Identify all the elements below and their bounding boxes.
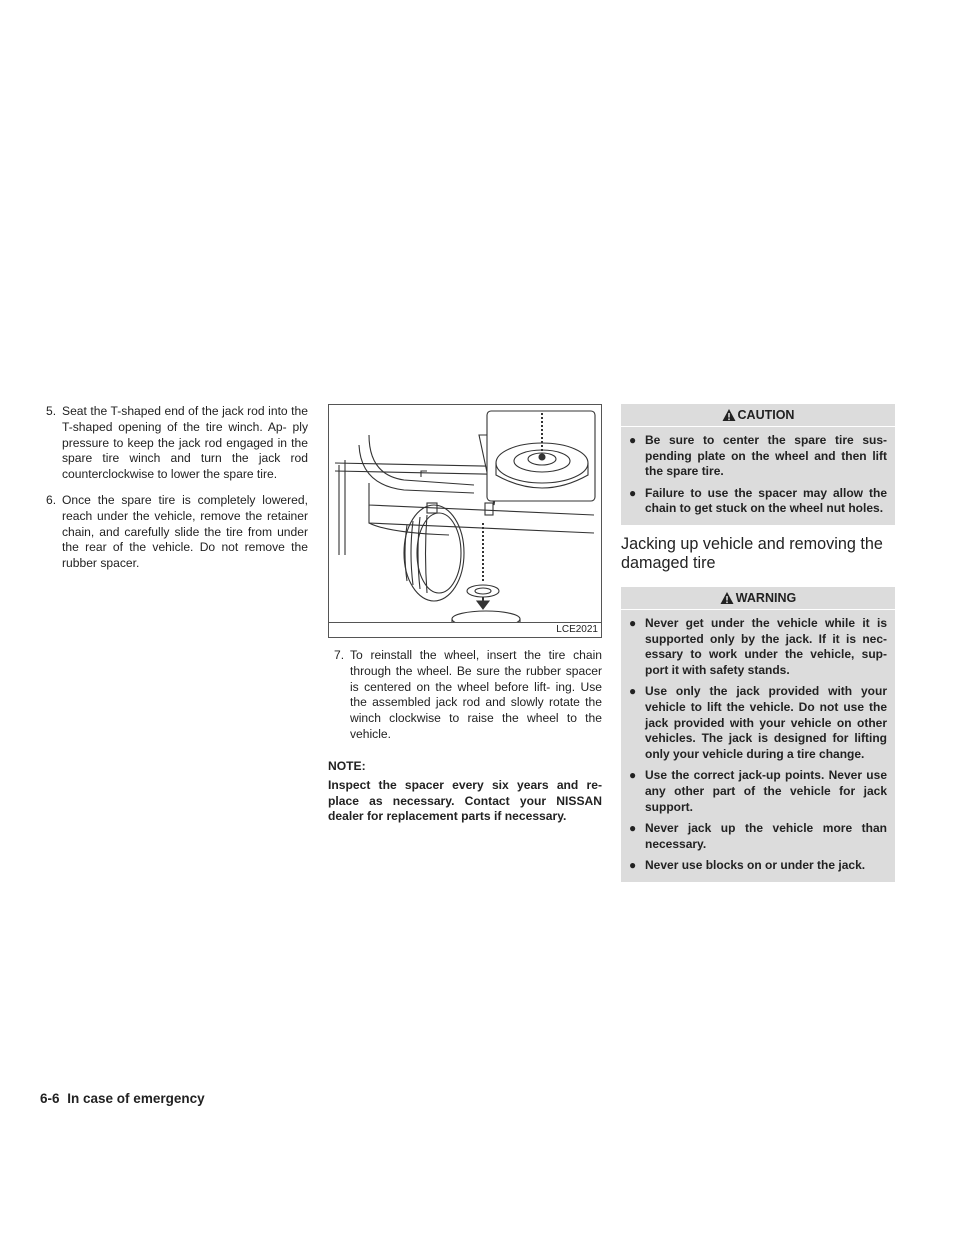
step-5: 5. Seat the T-shaped end of the jack rod into the T-shaped opening of the tire winch. Ap- ply pressure to keep the jack rod engaged in the spare tire winch and turn the jack rod counterclockwise to lower the spare tire. — [46, 404, 308, 482]
bullet-dot: ● — [629, 684, 637, 699]
warning-title: WARNING — [735, 590, 797, 605]
column-right — [621, 404, 895, 882]
warning-item: ● Use only the jack provided with your vehicle to lift the vehicle. Do not use the jack provided with your vehicle on other vehicles. The jack is designed for lifting only your vehicle during a tire change. — [629, 684, 887, 761]
step-7-text: To reinstall the wheel, insert the tire chain through the wheel. Be sure the rubber spacer is centered on the wheel before lift- ing. Use the assembled jack rod and slowly rotate the winch clockwise to raise the wheel to the vehicle. — [350, 648, 602, 741]
note-title: NOTE: — [328, 758, 366, 773]
bullet-dot: ● — [629, 433, 637, 447]
spare-tire-drawing — [329, 405, 601, 623]
step-6-text: Once the spare tire is completely lowered, reach under the vehicle, remove the retainer chain, and carefully slide the tire from under the rear of the vehicle. Do not remove the rubber spacer. — [62, 492, 308, 571]
bullet-dot: ● — [629, 485, 637, 500]
bullet-dot: ● — [629, 615, 637, 630]
warning-box — [621, 587, 895, 882]
step-5-text: Seat the T-shaped end of the jack rod into the T-shaped opening of the tire winch. Ap- ply pressure to keep the jack rod engaged in the spare tire winch and turn the jack rod counterclockwise to lower the spare tire. — [62, 404, 308, 482]
chapter-title: In case of emergency — [67, 1091, 205, 1106]
warning-item: ● Never use blocks on or under the jack. — [629, 858, 866, 873]
step-6: 6. Once the spare tire is completely lowered, reach under the vehicle, remove the retainer chain, and carefully slide the tire from under the rear of the vehicle. Do not remove the rubber spacer. — [46, 492, 308, 571]
spare-tire-illustration — [328, 404, 602, 638]
figure-code: LCE2021 — [556, 624, 598, 635]
note-text: Inspect the spacer every six years and re- place as necessary. Contact your NISSAN dealer for replacement parts if necessary. — [328, 777, 602, 824]
warning-triangle-icon — [720, 591, 734, 605]
bullet-dot: ● — [629, 858, 637, 873]
warning-triangle-icon — [722, 408, 736, 422]
warning-item: ● Never jack up the vehicle more than necessary. — [629, 821, 887, 851]
page-number: 6-6 — [40, 1091, 60, 1106]
caution-item: ● Be sure to center the spare tire sus- pending plate on the wheel and then lift the spare tire. — [629, 433, 887, 479]
column-left — [40, 404, 308, 582]
bullet-dot: ● — [629, 768, 637, 783]
caution-box — [621, 404, 895, 525]
warning-item: ● Never get under the vehicle while it is supported only by the jack. If it is nec- essary to work under the vehicle, sup- port it with safety stands. — [629, 615, 887, 677]
figure-label-bar — [329, 622, 601, 637]
section-heading: Jacking up vehicle and removing the damaged tire — [621, 534, 883, 572]
caution-header — [621, 404, 895, 427]
page-footer — [40, 1091, 205, 1106]
caution-title: CAUTION — [737, 408, 795, 422]
caution-item: ● Failure to use the spacer may allow the chain to get stuck on the wheel nut holes. — [629, 485, 887, 516]
warning-item: ● Use the correct jack-up points. Never use any other part of the vehicle for jack support. — [629, 768, 887, 814]
warning-header — [621, 587, 895, 610]
column-middle — [328, 404, 602, 825]
bullet-dot: ● — [629, 821, 637, 836]
step-7: 7. To reinstall the wheel, insert the tire chain through the wheel. Be sure the rubber spacer is centered on the wheel before lift- ing. Use the assembled jack rod and slowly rotate the winch clockwise to raise the wheel to the vehicle. — [334, 648, 602, 741]
